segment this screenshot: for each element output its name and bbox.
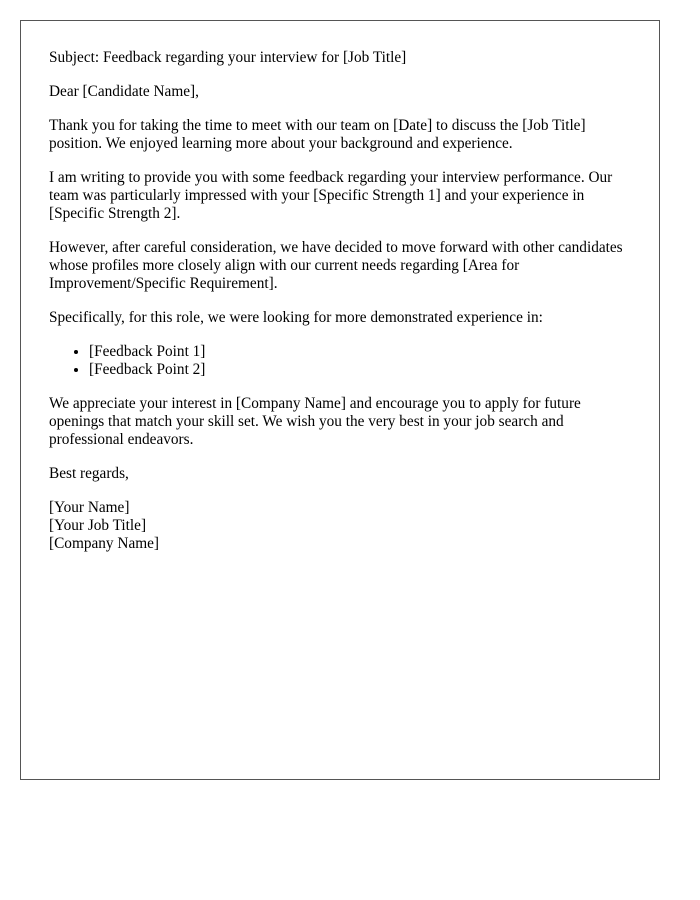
letter-sign-off: Best regards, <box>49 465 129 482</box>
signature-block <box>49 499 631 553</box>
letter-paragraph-thanks: Thank you for taking the time to meet with our team on [Date] to discuss the [Job Title] position. We enjoyed learning more about your background and experience. <box>49 117 586 152</box>
feedback-point-item: • [Feedback Point 1] <box>89 343 631 361</box>
signature-name: [Your Name] <box>49 499 130 516</box>
letter-greeting: Dear [Candidate Name], <box>49 83 199 100</box>
letter-paragraph-decision: However, after careful consideration, we have decided to move forward with other candidates whose profiles more closely align with our current needs regarding [Area for Improvement/Specific Requirement]. <box>49 239 623 292</box>
letter-closing-paragraph: We appreciate your interest in [Company Name] and encourage you to apply for future openings that match your skill set. We wish you the very best in your job search and professional endeavors. <box>49 395 581 448</box>
letter-paragraph-feedback: I am writing to provide you with some feedback regarding your interview performance. Our team was particularly impressed with your [Specific Strength 1] and your experience in [Specific Strength 2]. <box>49 169 613 222</box>
signature-job-title: [Your Job Title] <box>49 517 147 534</box>
signature-company: [Company Name] <box>49 535 160 552</box>
letter-document <box>20 20 660 780</box>
letter-subject: Subject: Feedback regarding your interview for [Job Title] <box>49 49 407 66</box>
feedback-point-list <box>49 343 631 379</box>
letter-paragraph-specifics: Specifically, for this role, we were looking for more demonstrated experience in: <box>49 309 543 326</box>
feedback-point-item: • [Feedback Point 2] <box>89 361 631 379</box>
